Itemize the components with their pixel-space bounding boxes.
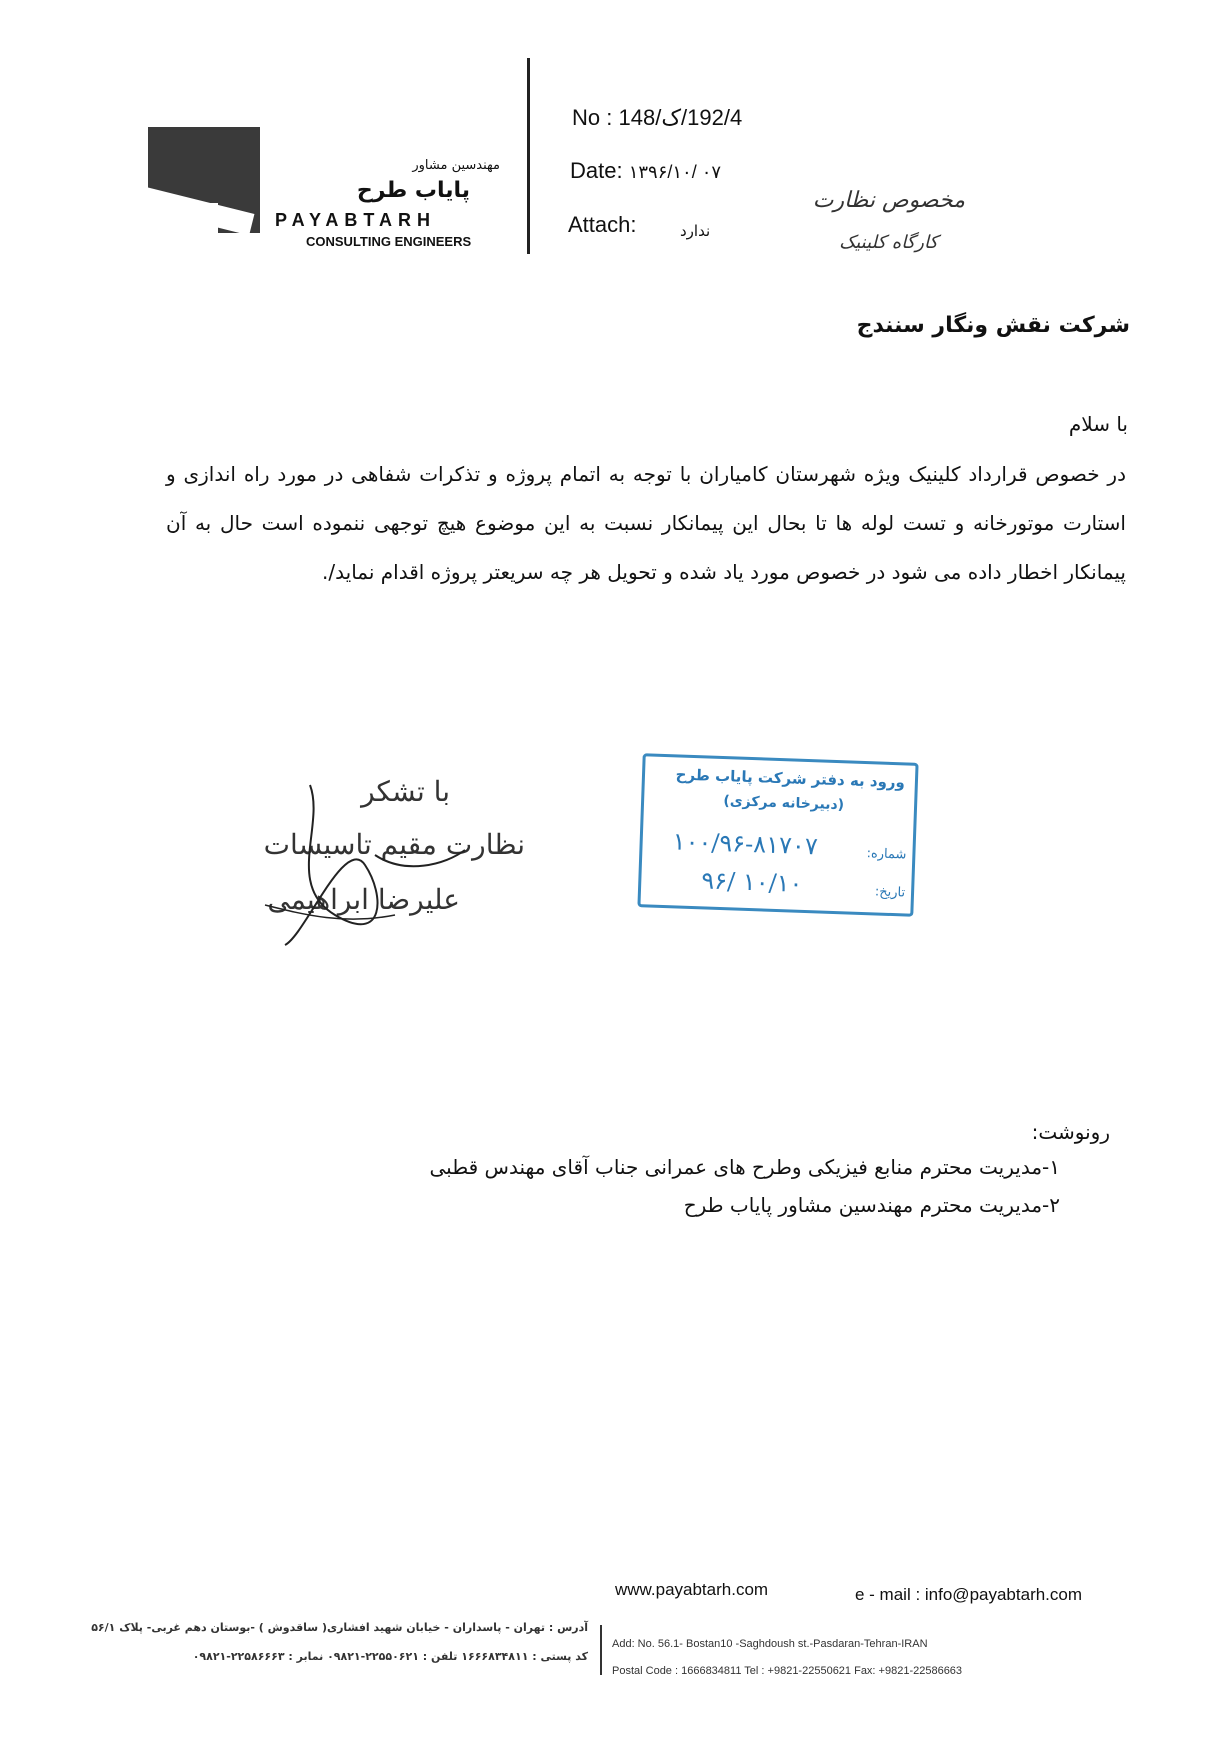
signature-thanks: با تشکر bbox=[361, 775, 450, 808]
received-stamp bbox=[637, 753, 918, 917]
letter-attach bbox=[568, 212, 636, 238]
cc-title: رونوشت: bbox=[1031, 1120, 1110, 1144]
attach-label: Attach: bbox=[568, 212, 637, 237]
footer-email[interactable]: e - mail : info@payabtarh.com bbox=[855, 1585, 1083, 1604]
company-name-fa: پایاب طرح bbox=[356, 178, 470, 203]
company-logo bbox=[148, 127, 260, 233]
stamp-number-label: شماره: bbox=[866, 846, 907, 863]
cc-item-1: ۱-مدیریت محترم منابع فیزیکی وطرح های عمرانی جناب آقای مهندس قطبی bbox=[429, 1155, 1060, 1179]
handwritten-note-line2: کارگاه کلینیک bbox=[839, 232, 938, 253]
handwritten-note-line1: مخصوص نظارت bbox=[812, 188, 965, 213]
footer-contact-fa: کد پستی : ۱۶۶۶۸۳۴۸۱۱ تلفن : ۲۲۵۵۰۶۲۱-۰۹۸۲۱ نمابر : ۲۲۵۸۶۶۶۳-۰۹۸۲۱ bbox=[192, 1650, 588, 1663]
letter-number bbox=[572, 105, 742, 131]
company-tagline: CONSULTING ENGINEERS bbox=[306, 234, 472, 249]
stamp-number-value: ۱۰۰/۹۶-۸۱۷۰۷ bbox=[672, 827, 819, 861]
recipient: شرکت نقش ونگار سنندج bbox=[856, 313, 1130, 338]
signature-title: نظارت مقیم تاسیسات bbox=[263, 828, 525, 861]
greeting: با سلام bbox=[1068, 412, 1128, 436]
letter-body: در خصوص قرارداد کلینیک ویژه شهرستان کامیاران با توجه به اتمام پروژه و تذکرات شفاهی در مورد راه اندازی و استارت موتورخانه و تست لوله ها تا بحال این پیمانکار نسبت به این موضوع هیچ توجهی ننموده است حال به آن پیمانکار اخطار داده می شود در خصوص مورد یاد شده و تحویل هر چه سریعتر پروژه اقدام نماید/. bbox=[166, 462, 1126, 584]
date-label: Date: bbox=[570, 158, 623, 183]
date-value: ۱۳۹۶/۱۰/ ۰۷ bbox=[628, 162, 722, 182]
stamp-date-label: تاریخ: bbox=[874, 884, 906, 901]
footer-website[interactable]: www.payabtarh.com bbox=[615, 1580, 769, 1599]
letter-date bbox=[570, 158, 721, 184]
footer-address-en: Add: No. 56.1- Bostan10 -Saghdoush st.-Pasdaran-Tehran-IRAN bbox=[612, 1638, 928, 1650]
attach-value: ندارد bbox=[680, 222, 711, 240]
number-label: No : bbox=[572, 105, 613, 130]
cc-item-2: ۲-مدیریت محترم مهندسین مشاور پایاب طرح bbox=[683, 1193, 1060, 1217]
stamp-date-value: ۹۶/ ۱۰/۱۰ bbox=[700, 866, 803, 898]
stamp-title: ورود به دفتر شرکت پایاب طرح bbox=[675, 765, 906, 792]
company-name-fa-small: مهندسین مشاور bbox=[412, 158, 500, 173]
footer-divider bbox=[600, 1625, 602, 1675]
company-name-en: PAYABTARH bbox=[275, 210, 437, 230]
stamp-subtitle: (دبیرخانه مرکزی) bbox=[723, 793, 845, 814]
header-divider bbox=[527, 58, 530, 254]
footer-address-fa: آدرس : تهران - پاسداران - خیابان شهید افشاری( ساقدوش ) -بوستان دهم غربی- پلاک ۵۶/۱ bbox=[91, 1621, 588, 1634]
signature-name: علیرضا ابراهیمی bbox=[267, 883, 460, 916]
signature-scribble bbox=[225, 765, 485, 955]
footer-contact-en: Postal Code : 1666834811 Tel : +9821-22550621 Fax: +9821-22586663 bbox=[612, 1665, 963, 1677]
number-value: 192/4/ک/148 bbox=[618, 105, 743, 130]
